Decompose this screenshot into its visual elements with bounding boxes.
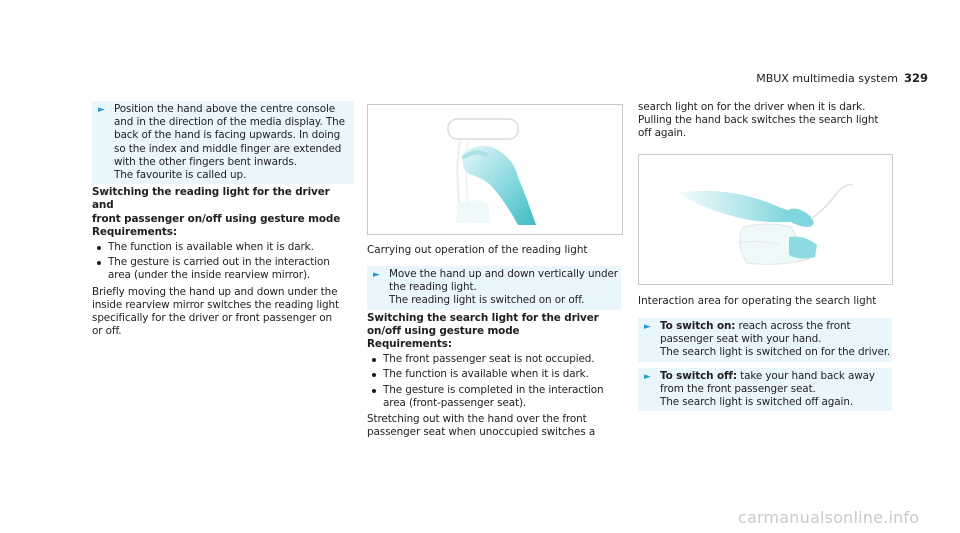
list-item: The gesture is carried out in the interaction area (under the inside rearview mirror). [92,256,354,282]
step-arrow-icon: ► [644,371,651,382]
requirements-label: Requirements: [367,338,452,351]
list-item: The gesture is completed in the interaction area (front-passenger seat). [367,384,621,410]
step-text: Position the hand above the centre console and in the direction of the media display. The back of the hand is facing upwards. In doing so the index and middle finger are extended with the other fingers bent inwards. The favourite is called up. [114,103,345,182]
bullet-icon [97,246,101,250]
column-3 [638,101,892,144]
bullet-icon [372,373,376,377]
watermark: carmanualsonline.info [738,508,920,527]
step-arrow-icon: ► [644,322,651,332]
step-arrow-icon: ► [98,105,105,115]
page-number: 329 [903,71,928,85]
bullet-icon [97,261,101,265]
step-text: To switch on: reach across the front passenger seat with your hand. The search light is switched on for the driver. [660,320,891,359]
reading-light-illustration [368,105,622,234]
requirements-list [92,241,354,283]
column-3-steps [638,318,892,413]
list-item: The front passenger seat is not occupied. [367,353,621,366]
header-title: MBUX multimedia system [756,72,898,85]
section-heading-search-light: Switching the search light for the driver on/off using gesture mode Requirements: [367,311,599,351]
step-text: Move the hand up and down vertically under the reading light. The reading light is switched on or off. [389,268,618,307]
paragraph: Briefly moving the hand up and down under the inside rearview mirror switches the reading light specifically for the driver or front passenger on or off. [92,285,339,338]
figure-reading-light [367,104,623,235]
step-text: To switch off: take your hand back away from the front passenger seat. The search light is switched off again. [660,369,875,409]
figure-caption: Carrying out operation of the reading light [367,244,588,256]
page-header [756,71,928,85]
switch-off-label: To switch off: [660,369,737,382]
instruction-step [92,101,354,184]
figure-search-light [638,154,893,285]
requirements-list [367,353,621,410]
paragraph: Stretching out with the hand over the front passenger seat when unoccupied switches a [367,413,596,439]
instruction-step [367,266,621,310]
column-1 [92,101,354,341]
bullet-icon [372,389,376,393]
requirements-label: Requirements: [92,225,177,238]
switch-on-label: To switch on: [660,320,736,332]
section-heading-reading-light: Switching the reading light for the driver and front passenger on/off using gesture mode Requirements: [92,186,341,238]
paragraph-continued: search light on for the driver when it is dark. Pulling the hand back switches the search light off again. [638,101,879,140]
step-arrow-icon: ► [373,270,380,280]
figure-caption: Interaction area for operating the search light [638,295,877,307]
list-item: The function is available when it is dark. [367,368,621,381]
instruction-step-switch-off [638,368,892,412]
instruction-step-switch-on [638,318,892,362]
bullet-icon [372,358,376,362]
column-2 [367,266,621,442]
list-item: The function is available when it is dark. [92,241,354,254]
search-light-illustration [639,155,892,284]
